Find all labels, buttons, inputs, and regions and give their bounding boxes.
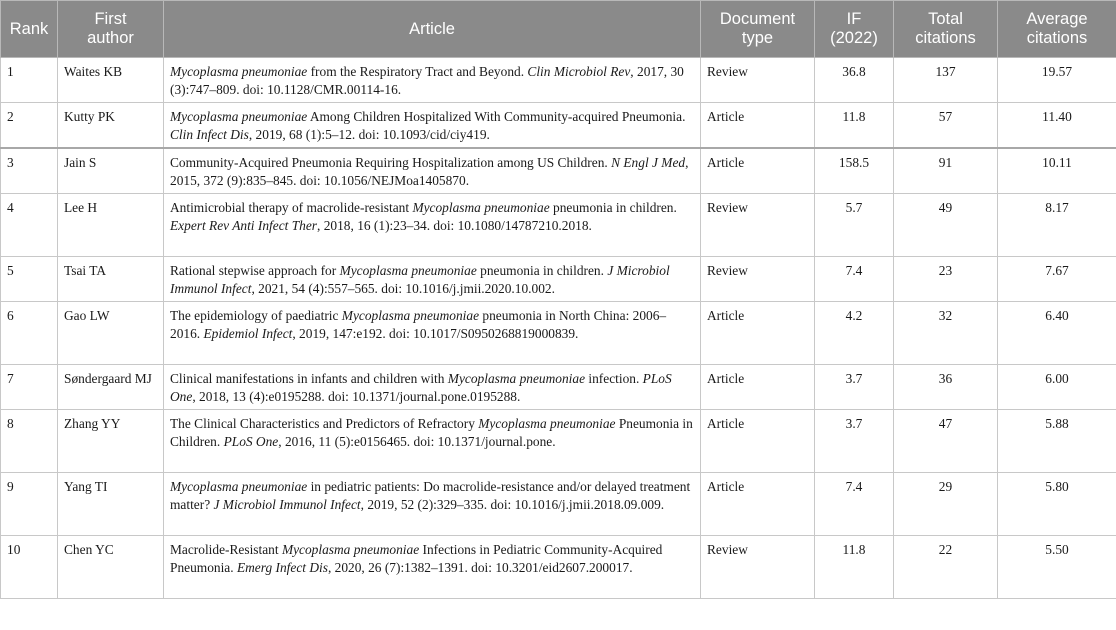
total-citations-cell: 32: [894, 302, 998, 365]
total-citations-cell: 29: [894, 473, 998, 536]
article-cell: [164, 58, 701, 103]
rank-header: [1, 1, 58, 58]
article-text: The epidemiology of paediatric: [170, 308, 342, 323]
article-text: Pneumonia in Children.: [170, 416, 693, 449]
article-text: , 2016, 11 (5):e0156465. doi: 10.1371/journal.pone.: [278, 434, 556, 449]
average-citations-header-line1: Average: [1026, 10, 1088, 28]
total-citations-cell: 36: [894, 365, 998, 410]
total-citations-cell: 91: [894, 148, 998, 194]
average-citations-cell: 19.57: [998, 58, 1116, 103]
article-italic-text: N Engl J Med: [611, 155, 686, 170]
article-italic-text: Mycoplasma pneumoniae: [478, 416, 616, 431]
table-row: [1, 302, 1116, 365]
average-citations-cell: 8.17: [998, 194, 1116, 257]
document-type-header-line1: Document: [719, 10, 796, 28]
rank-header-label: Rank: [9, 19, 49, 38]
article-italic-text: Mycoplasma pneumoniae: [339, 263, 477, 278]
article-cell: [164, 148, 701, 194]
total-citations-cell: 49: [894, 194, 998, 257]
document-type-cell: Article: [701, 473, 815, 536]
article-cell: [164, 473, 701, 536]
impact-factor-cell: 5.7: [815, 194, 894, 257]
first-author-cell: Kutty PK: [58, 103, 164, 149]
first-author-cell: Yang TI: [58, 473, 164, 536]
rank-cell: 10: [1, 536, 58, 599]
impact-factor-cell: 7.4: [815, 257, 894, 302]
rank-cell: 3: [1, 148, 58, 194]
article-italic-text: Mycoplasma pneumoniae: [341, 308, 480, 323]
article-italic-text: PLoS One: [223, 434, 279, 449]
first-author-cell: Tsai TA: [58, 257, 164, 302]
table-row: [1, 194, 1116, 257]
article-italic-text: Emerg Infect Dis: [236, 560, 328, 575]
rank-cell: 6: [1, 302, 58, 365]
average-citations-cell: 5.88: [998, 410, 1116, 473]
article-text: Antimicrobial therapy of macrolide-resistant: [170, 200, 413, 215]
total-citations-cell: 57: [894, 103, 998, 149]
first-author-cell: Søndergaard MJ: [58, 365, 164, 410]
rank-cell: 9: [1, 473, 58, 536]
impact-factor-cell: 36.8: [815, 58, 894, 103]
impact-factor-header-line1: IF: [846, 10, 862, 28]
first-author-header-line1: First: [94, 10, 127, 28]
article-italic-text: Mycoplasma pneumoniae: [170, 479, 308, 494]
article-text: , 2015, 372 (9):835–845. doi: 10.1056/NEJMoa1405870.: [170, 155, 689, 188]
article-text: Among Children Hospitalized With Community-acquired Pneumonia.: [307, 109, 686, 124]
table-row: [1, 473, 1116, 536]
impact-factor-cell: 7.4: [815, 473, 894, 536]
first-author-cell: Gao LW: [58, 302, 164, 365]
article-text: Community-Acquired Pneumonia Requiring Hospitalization among US Children.: [170, 155, 612, 170]
first-author-header: [58, 1, 164, 58]
rank-cell: 7: [1, 365, 58, 410]
article-cell: [164, 103, 701, 149]
total-citations-cell: 23: [894, 257, 998, 302]
article-italic-text: Mycoplasma pneumoniae: [412, 200, 550, 215]
article-cell: [164, 365, 701, 410]
table-row: [1, 58, 1116, 103]
impact-factor-cell: 11.8: [815, 536, 894, 599]
document-type-cell: Article: [701, 148, 815, 194]
article-text: , 2017, 30 (3):747–809. doi: 10.1128/CMR.00114-16.: [170, 64, 684, 97]
document-type-cell: Review: [701, 58, 815, 103]
first-author-cell: Chen YC: [58, 536, 164, 599]
article-text: Clinical manifestations in infants and children with: [170, 371, 448, 386]
average-citations-header: [998, 1, 1116, 58]
first-author-cell: Jain S: [58, 148, 164, 194]
article-text: Infections in Pediatric Community-Acquired Pneumonia.: [170, 542, 663, 575]
document-type-header: [701, 1, 815, 58]
article-text: , 2020, 26 (7):1382–1391. doi: 10.3201/eid2607.200017.: [327, 560, 633, 575]
total-citations-header: [894, 1, 998, 58]
article-header: [164, 1, 701, 58]
article-italic-text: Clin Microbiol Rev: [527, 64, 631, 79]
rank-cell: 8: [1, 410, 58, 473]
document-type-cell: Article: [701, 302, 815, 365]
impact-factor-header: [815, 1, 894, 58]
header-row: [1, 1, 1116, 58]
document-type-cell: Review: [701, 194, 815, 257]
article-text: Macrolide-Resistant: [170, 542, 282, 557]
article-cell: [164, 194, 701, 257]
document-type-cell: Article: [701, 103, 815, 149]
table-row: [1, 365, 1116, 410]
total-citations-header-line2: citations: [915, 29, 976, 47]
average-citations-cell: 5.80: [998, 473, 1116, 536]
table-row: [1, 148, 1116, 194]
table-row: [1, 410, 1116, 473]
article-italic-text: J Microbiol Immunol Infect: [170, 263, 670, 296]
article-text: in pediatric patients: Do macrolide-resistance and/or delayed treatment matter?: [170, 479, 691, 512]
total-citations-cell: 137: [894, 58, 998, 103]
document-type-header-line2: type: [741, 29, 774, 47]
total-citations-cell: 47: [894, 410, 998, 473]
article-italic-text: J Microbiol Immunol Infect: [213, 497, 361, 512]
article-text: Rational stepwise approach for: [170, 263, 340, 278]
average-citations-cell: 5.50: [998, 536, 1116, 599]
article-italic-text: Epidemiol Infect: [203, 326, 293, 341]
article-text: , 2019, 147:e192. doi: 10.1017/S0950268819000839.: [292, 326, 579, 341]
rank-cell: 1: [1, 58, 58, 103]
article-text: , 2018, 13 (4):e0195288. doi: 10.1371/journal.pone.0195288.: [192, 389, 521, 404]
article-text: , 2021, 54 (4):557–565. doi: 10.1016/j.jmii.2020.10.002.: [251, 281, 555, 296]
impact-factor-cell: 11.8: [815, 103, 894, 149]
document-type-cell: Article: [701, 365, 815, 410]
article-italic-text: PLoS One: [170, 371, 672, 404]
article-italic-text: Mycoplasma pneumoniae: [281, 542, 420, 557]
article-cell: [164, 302, 701, 365]
table-row: [1, 257, 1116, 302]
rank-cell: 5: [1, 257, 58, 302]
table-row: [1, 103, 1116, 149]
article-italic-text: Expert Rev Anti Infect Ther: [170, 218, 318, 233]
impact-factor-cell: 3.7: [815, 365, 894, 410]
impact-factor-cell: 4.2: [815, 302, 894, 365]
average-citations-cell: 11.40: [998, 103, 1116, 149]
article-italic-text: Mycoplasma pneumoniae: [170, 109, 308, 124]
article-italic-text: Clin Infect Dis: [170, 127, 249, 142]
article-text: , 2018, 16 (1):23–34. doi: 10.1080/14787210.2018.: [317, 218, 592, 233]
table-row: [1, 536, 1116, 599]
rank-cell: 2: [1, 103, 58, 149]
article-italic-text: Mycoplasma pneumoniae: [447, 371, 586, 386]
impact-factor-header-line2: (2022): [830, 29, 878, 47]
article-cell: [164, 410, 701, 473]
average-citations-cell: 6.00: [998, 365, 1116, 410]
article-text: infection.: [585, 371, 643, 386]
first-author-header-line2: author: [87, 29, 134, 47]
document-type-cell: Article: [701, 410, 815, 473]
article-text: , 2019, 52 (2):329–335. doi: 10.1016/j.jmii.2018.09.009.: [360, 497, 665, 512]
average-citations-cell: 6.40: [998, 302, 1116, 365]
first-author-cell: Waites KB: [58, 58, 164, 103]
article-text: pneumonia in children.: [549, 200, 677, 215]
total-citations-cell: 22: [894, 536, 998, 599]
first-author-cell: Zhang YY: [58, 410, 164, 473]
article-text: , 2019, 68 (1):5–12. doi: 10.1093/cid/ciy419.: [248, 127, 490, 142]
article-italic-text: Mycoplasma pneumoniae: [170, 64, 308, 79]
article-header-label: Article: [409, 19, 455, 38]
article-cell: [164, 536, 701, 599]
article-text: pneumonia in North China: 2006–2016.: [170, 308, 667, 341]
impact-factor-cell: 3.7: [815, 410, 894, 473]
average-citations-cell: 7.67: [998, 257, 1116, 302]
average-citations-cell: 10.11: [998, 148, 1116, 194]
total-citations-header-line1: Total: [928, 10, 963, 28]
article-text: pneumonia in children.: [476, 263, 608, 278]
article-cell: [164, 257, 701, 302]
article-text: from the Respiratory Tract and Beyond.: [307, 64, 528, 79]
document-type-cell: Review: [701, 536, 815, 599]
article-text: The Clinical Characteristics and Predictors of Refractory: [170, 416, 479, 431]
rank-cell: 4: [1, 194, 58, 257]
average-citations-header-line2: citations: [1026, 29, 1088, 47]
impact-factor-cell: 158.5: [815, 148, 894, 194]
document-type-cell: Review: [701, 257, 815, 302]
first-author-cell: Lee H: [58, 194, 164, 257]
table-body: [1, 58, 1116, 599]
